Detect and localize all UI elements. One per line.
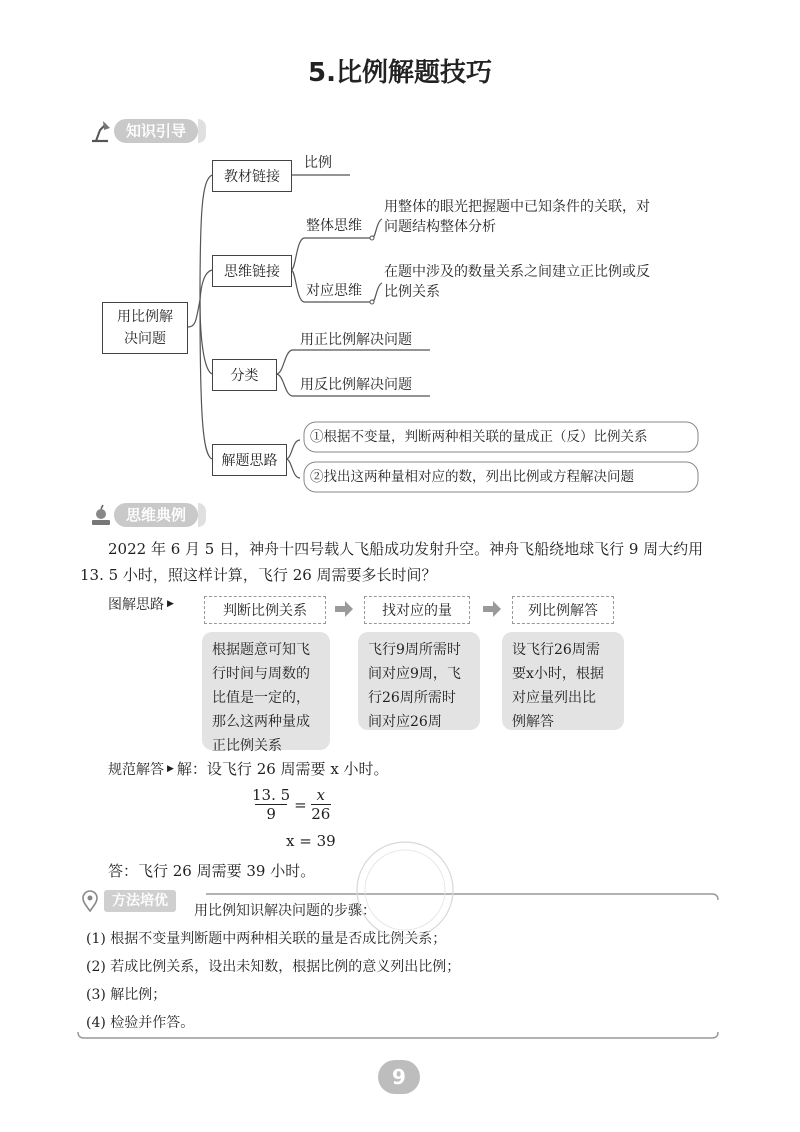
root-line-1: 用比例解: [117, 309, 173, 325]
leaf-corr-text-2: 比例关系: [384, 284, 440, 300]
branch-classify: 分类: [212, 359, 277, 391]
leaf-approach-2: ②找出这两种量相对应的数，列出比例或方程解决问题: [310, 469, 634, 485]
flow-step-body-1: 根据题意可知飞 行时间与周数的 比值是一定的， 那么这两种量成 正比例关系: [202, 632, 330, 750]
section-header-example: [88, 502, 206, 528]
leaf-textbook: 比例: [304, 155, 332, 171]
problem-line-1: 2022 年 6 月 5 日，神舟十四号载人飞船成功发射升空。神舟飞船绕地球飞行 9 周大约用: [108, 540, 704, 558]
solution-intro: 解：设飞行 26 周需要 x 小时。: [176, 760, 389, 778]
leaf-corr-text-1: 在题中涉及的数量关系之间建立正比例或反: [384, 264, 650, 280]
leaf-whole-label: 整体思维: [306, 218, 362, 234]
method-step-1: (1) 根据不变量判断题中两种相关联的量是否成比例关系；: [86, 931, 447, 947]
fraction-left: 13. 5 9: [252, 786, 291, 823]
solution-label: 规范解答: [108, 761, 164, 778]
leaf-whole-text-2: 问题结构整体分析: [384, 219, 496, 235]
triangle-right-icon: ▶: [167, 599, 174, 609]
arrow-right-icon: [482, 600, 502, 618]
flow-step-body-3: 设飞行26周需 要x小时，根据 对应量列出比 例解答: [502, 632, 624, 730]
section-title: 思维典例: [114, 503, 198, 527]
equation: [252, 786, 331, 823]
section-title: 方法培优: [104, 890, 176, 912]
section-header-method: [80, 890, 176, 912]
page-number: 9: [378, 1060, 420, 1094]
problem-line-2: 13. 5 小时，照这样计算，飞行 26 周需要多长时间？: [80, 566, 437, 584]
leaf-approach-1: ①根据不变量，判断两种相关联的量成正（反）比例关系: [310, 429, 648, 445]
location-pin-icon: [80, 890, 100, 912]
leaf-whole-text-1: 用整体的眼光把握题中已知条件的关联，对: [384, 199, 650, 215]
method-intro: 用比例知识解决问题的步骤：: [194, 903, 376, 919]
watermark-stamp: [345, 830, 465, 950]
flow-step-head-1: 判断比例关系: [204, 596, 326, 624]
mindmap-root: [102, 302, 188, 354]
flow-step-body-2: 飞行9周所需时 间对应9周，飞 行26周所需时 间对应26周: [358, 632, 480, 730]
branch-approach: 解题思路: [212, 444, 287, 476]
section-title: 知识引导: [114, 119, 198, 143]
method-step-3: (3) 解比例；: [86, 987, 167, 1003]
branch-textbook: 教材链接: [212, 160, 292, 192]
solution-row: [108, 758, 389, 779]
apple-books-icon: [88, 502, 114, 528]
method-step-4: (4) 检验并作答。: [86, 1015, 195, 1031]
leaf-classify-2: 用反比例解决问题: [300, 377, 412, 393]
leaf-corr-label: 对应思维: [306, 283, 362, 299]
equation-result: x = 39: [286, 832, 336, 850]
leaf-classify-1: 用正比例解决问题: [300, 332, 412, 348]
branch-thinking: 思维链接: [212, 255, 292, 287]
flow-step-head-2: 找对应的量: [364, 596, 470, 624]
triangle-right-icon: ▶: [167, 763, 174, 774]
answer: 答：飞行 26 周需要 39 小时。: [108, 862, 316, 880]
diagram-label: 图解思路 ▶: [108, 597, 174, 613]
fraction-right: x 26: [311, 786, 331, 823]
page-title: 5.比例解题技巧: [308, 58, 492, 88]
arrow-right-icon: [334, 600, 354, 618]
method-step-2: (2) 若成比例关系，设出未知数，根据比例的意义列出比例；: [86, 959, 461, 975]
equals-sign: =: [294, 795, 307, 814]
root-line-2: 决问题: [124, 331, 166, 347]
flow-step-head-3: 列比例解答: [512, 596, 614, 624]
